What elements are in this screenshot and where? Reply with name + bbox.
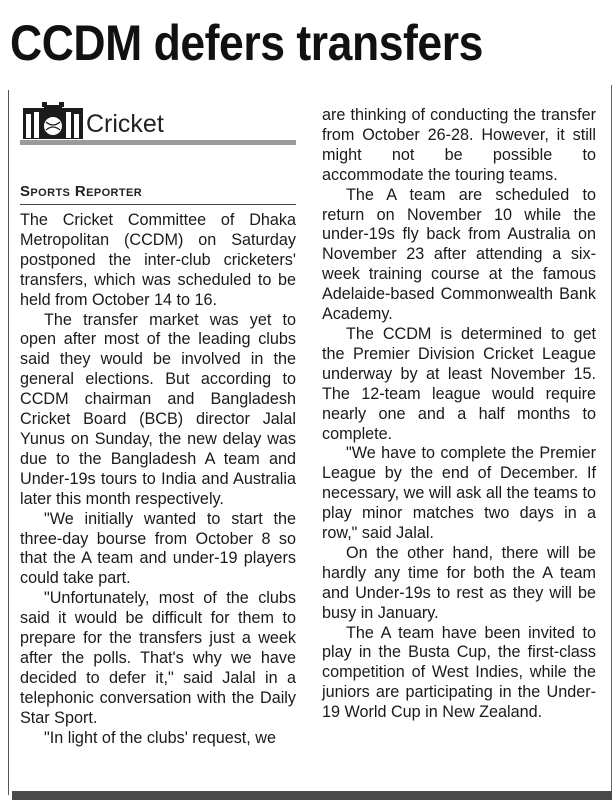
paragraph: The transfer market was yet to open after most of the leading clubs said they would be involved in the general elections. But according to CCDM chairman and Bangladesh Cricket Board (BCB) director Jalal Yunus on Sunday, the new delay was due to the Bangladesh A team and Under-19s tours to India and Australia later this month respectively. [20, 310, 296, 508]
cricket-stumps-icon [22, 102, 84, 140]
byline: Sports Reporter [20, 183, 143, 200]
section-banner [20, 100, 296, 140]
paragraph: are thinking of conducting the transfer from October 26-28. However, it still might not be possible to accommodate the touring teams. [322, 106, 596, 184]
section-rule [20, 140, 296, 145]
byline-rule [20, 204, 296, 205]
section-label: Cricket [86, 110, 164, 138]
right-border-line [611, 85, 612, 795]
column-left [20, 100, 296, 748]
left-border-line [8, 90, 9, 795]
paragraph: "Unfortunately, most of the clubs said it would be difficult for them to prepare for the transfers just a week after the polls. That's why we have decided to defer it," said Jalal in a telephonic conversation with the Daily Star Sport. [20, 589, 296, 727]
paragraph: The Cricket Committee of Dhaka Metropolitan (CCDM) on Saturday postponed the inter-club cricketers' transfers, which was scheduled to be held from October 14 to 16. [20, 211, 296, 309]
column-right [322, 106, 596, 723]
bottom-rule [12, 791, 612, 800]
paragraph: "In light of the clubs' request, we [44, 728, 276, 747]
paragraph: "We initially wanted to start the three-day bourse from October 8 so that the A team and under-19 players could take part. [20, 509, 296, 588]
paragraph: "We have to complete the Premier League by the end of December. If necessary, we will ask all the teams to play minor matches two days in a row," said Jalal. [322, 444, 596, 543]
headline: CCDM defers transfers [10, 15, 483, 71]
paragraph: On the other hand, there will be hardly any time for both the A team and Under-19s to rest as they will be busy in January. [322, 543, 596, 622]
paragraph: The CCDM is determined to get the Premier Division Cricket League underway by at least November 15. The 12-team league would require nearly one and a half months to complete. [322, 324, 596, 443]
paragraph: The A team are scheduled to return on November 10 while the under-19s fly back from Australia on November 23 after attending a six-week training course at the famous Adelaide-based Commonwealth Bank Academy. [322, 185, 596, 324]
paragraph: The A team have been invited to play in the Busta Cup, the first-class competition of West Indies, while the juniors are participating in the Under-19 World Cup in New Zealand. [322, 623, 596, 722]
